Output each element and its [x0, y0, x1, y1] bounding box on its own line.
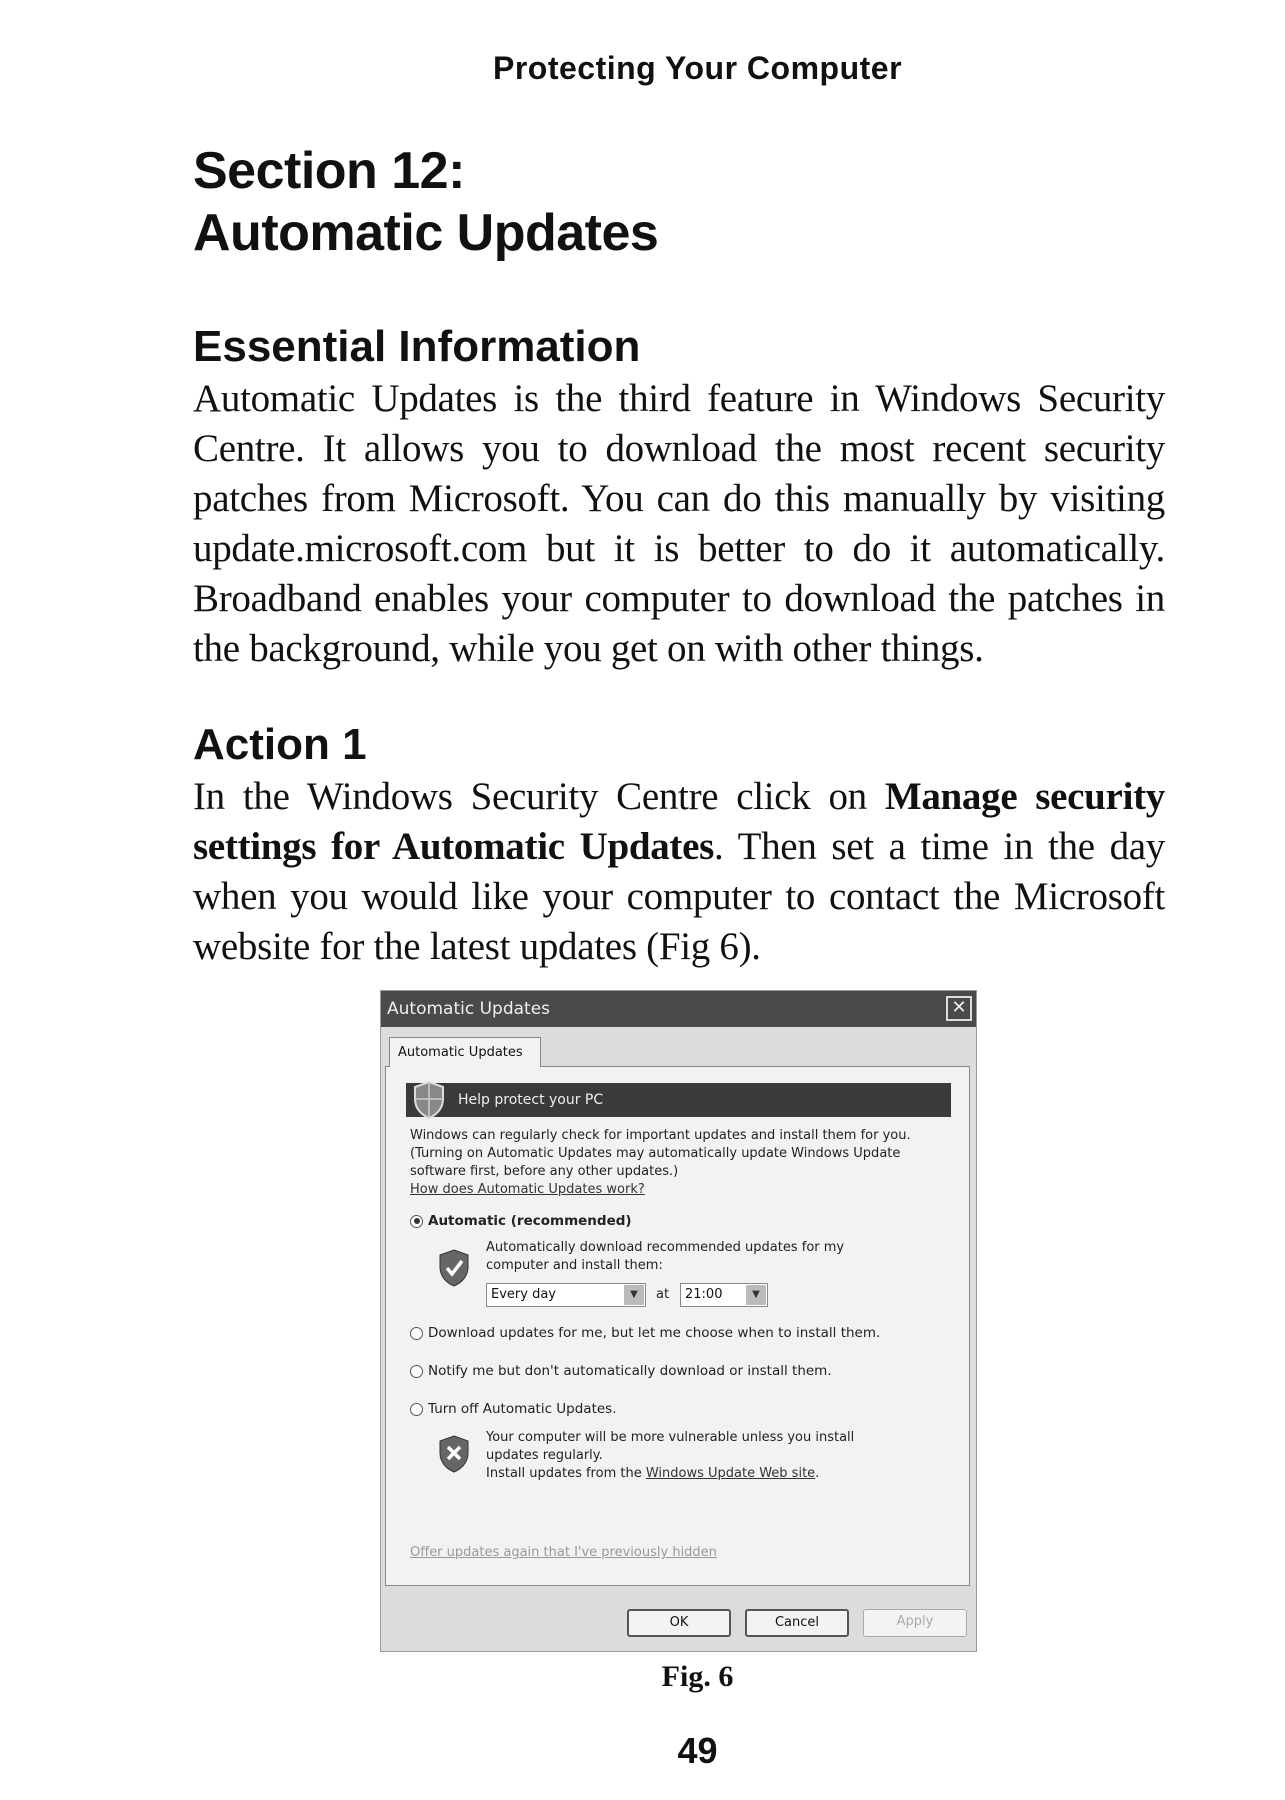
action-text-before: In the Windows Security Centre click on	[193, 775, 885, 818]
essential-heading: Essential Information	[193, 322, 641, 371]
install-prefix: Install updates from the	[486, 1466, 646, 1481]
help-protect-banner	[406, 1083, 951, 1117]
action-text-bold: Manage security settings for Automatic Updates	[193, 775, 1165, 868]
apply-button[interactable]: Apply	[863, 1609, 967, 1637]
option-turn-off-label: Turn off Automatic Updates.	[428, 1401, 617, 1417]
how-it-works-link[interactable]: How does Automatic Updates work?	[410, 1182, 645, 1197]
time-value: 21:00	[685, 1287, 723, 1302]
turn-off-description	[486, 1429, 866, 1483]
radio-automatic[interactable]	[410, 1215, 423, 1228]
radio-notify[interactable]	[410, 1365, 423, 1378]
figure-caption: Fig. 6	[661, 1660, 734, 1693]
option-notify-label: Notify me but don't automatically download or install them.	[428, 1363, 832, 1379]
radio-turn-off[interactable]	[410, 1403, 423, 1416]
section-name: Automatic Updates	[193, 204, 659, 262]
option-download-label: Download updates for me, but let me choose when to install them.	[428, 1325, 881, 1341]
shield-icon	[410, 1079, 448, 1121]
page-number: 49	[677, 1730, 718, 1771]
option-notify[interactable]	[410, 1363, 832, 1379]
banner-text: Help protect your PC	[458, 1092, 604, 1108]
page-content	[193, 140, 1165, 972]
time-select[interactable]	[680, 1283, 768, 1307]
install-suffix: .	[815, 1466, 820, 1481]
shield-warning-icon	[436, 1433, 472, 1475]
ok-button[interactable]: OK	[627, 1609, 731, 1637]
action-paragraph	[193, 772, 1165, 972]
windows-update-link[interactable]: Windows Update Web site	[645, 1466, 816, 1481]
figure-automatic-updates-dialog	[380, 990, 977, 1652]
offer-hidden-updates-link[interactable]: Offer updates again that I've previously hidden	[410, 1545, 717, 1560]
option-download[interactable]	[410, 1325, 880, 1341]
intro-body: Windows can regularly check for important updates and install them for you. (Turning on Automatic Updates may automatically update Windows Update software first, before any other updates.)	[410, 1128, 911, 1179]
running-head: Protecting Your Computer	[492, 50, 903, 86]
option-turn-off[interactable]	[410, 1401, 617, 1417]
intro-text	[410, 1127, 950, 1199]
option-automatic-label: Automatic (recommended)	[428, 1213, 632, 1229]
section-number: Section 12:	[193, 142, 465, 200]
essential-paragraph: Automatic Updates is the third feature in Windows Security Centre. It allows you to download the most recent security patches from Microsoft. You can do this manually by visiting update.microsoft.com but it is better to do it automatically. Broadband enables your computer to download the patches in the background, while you get on with other things.	[193, 377, 1165, 670]
tab-automatic-updates[interactable]: Automatic Updates	[389, 1037, 541, 1067]
frequency-value: Every day	[491, 1287, 556, 1302]
frequency-select[interactable]	[486, 1283, 646, 1307]
dialog-panel	[385, 1066, 970, 1586]
action-heading: Action 1	[193, 720, 367, 769]
option-automatic[interactable]	[410, 1213, 632, 1229]
action-text-after: . Then set a time in the day when you would like your computer to contact the Microsoft website for the latest updates (Fig 6).	[193, 825, 1165, 968]
chevron-down-icon[interactable]: ▼	[624, 1285, 644, 1305]
radio-download[interactable]	[410, 1327, 423, 1340]
dialog-titlebar	[381, 991, 976, 1027]
chevron-down-icon[interactable]: ▼	[746, 1285, 766, 1305]
close-icon[interactable]: ✕	[946, 996, 972, 1021]
automatic-description: Automatically download recommended updates for my computer and install them:	[486, 1240, 845, 1273]
at-label: at	[656, 1287, 670, 1302]
dialog-title: Automatic Updates	[387, 999, 551, 1019]
shield-check-icon	[436, 1247, 472, 1289]
off-desc-text: Your computer will be more vulnerable unless you install updates regularly.	[486, 1430, 855, 1463]
cancel-button[interactable]: Cancel	[745, 1609, 849, 1637]
section-title	[193, 140, 1165, 264]
